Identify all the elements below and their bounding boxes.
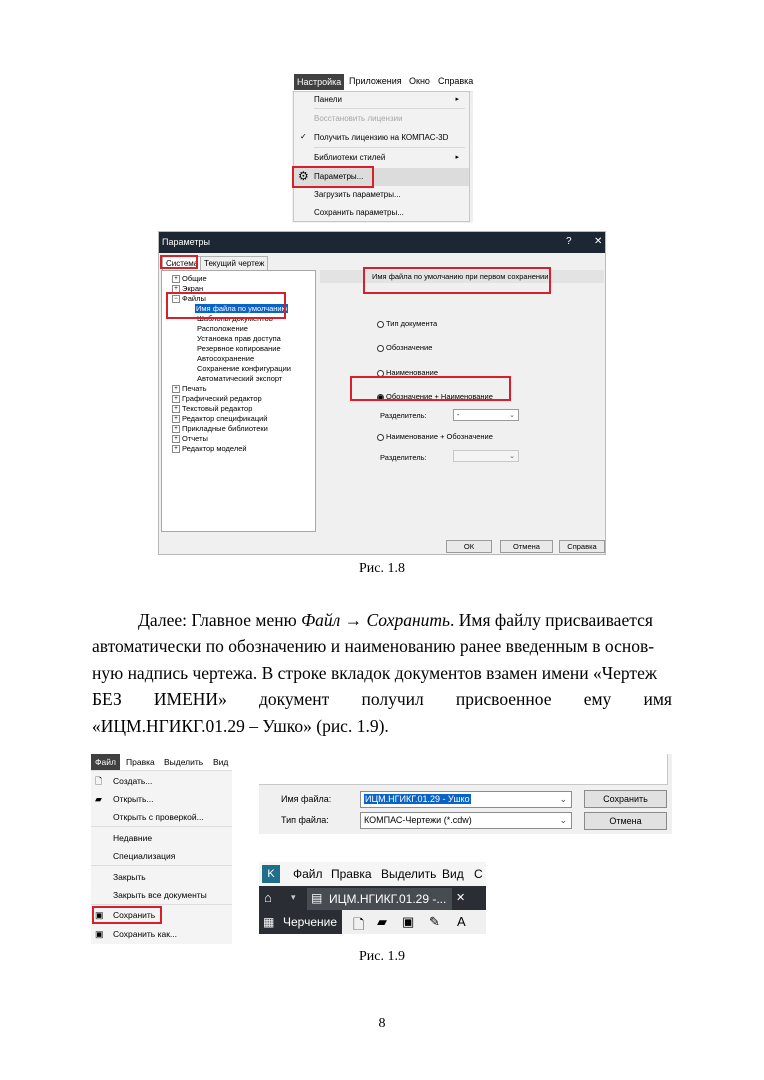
- tree-node-templates[interactable]: Шаблоны документов: [197, 314, 273, 323]
- tree-node-location[interactable]: Расположение: [197, 324, 248, 333]
- close-tab-icon[interactable]: ✕: [456, 892, 466, 904]
- tree-node-spec-editor[interactable]: + Редактор спецификаций: [172, 414, 268, 424]
- save-icon[interactable]: ▣: [402, 914, 415, 929]
- separator: [91, 826, 232, 827]
- tab-system[interactable]: Система: [162, 256, 202, 271]
- save-icon: ▣: [95, 910, 104, 920]
- menu-item-recent[interactable]: Недавние: [113, 833, 153, 843]
- menu-path: Файл → Сохранить: [301, 610, 451, 630]
- radio-doc-type[interactable]: Тип документа: [377, 319, 437, 329]
- expand-icon[interactable]: +: [172, 285, 180, 293]
- menu-edit[interactable]: Правка: [331, 867, 372, 881]
- chevron-down-icon: ⌄: [559, 794, 567, 804]
- checkmark-icon: ✓: [300, 132, 307, 141]
- highlight-frame: [350, 376, 511, 401]
- menu-select[interactable]: Выделить: [381, 867, 437, 881]
- tree-node-libraries[interactable]: + Прикладные библиотеки: [172, 424, 268, 434]
- radio-designation-name[interactable]: Обозначение + Наименование: [377, 392, 493, 402]
- kompas-window-fragment: [259, 862, 486, 934]
- highlight-frame: [92, 906, 162, 924]
- tree-node-text-editor[interactable]: + Текстовый редактор: [172, 404, 252, 414]
- open-folder-icon: ▰: [95, 794, 102, 804]
- help-icon[interactable]: ?: [566, 236, 572, 247]
- gear-icon: ⚙: [298, 169, 309, 183]
- menu-edit[interactable]: Правка: [126, 757, 155, 767]
- collapse-icon[interactable]: −: [172, 295, 180, 303]
- expand-icon[interactable]: +: [172, 415, 180, 423]
- tree-node-model-editor[interactable]: + Редактор моделей: [172, 444, 247, 454]
- expand-icon[interactable]: +: [172, 435, 180, 443]
- tree-node-graphic-editor[interactable]: + Графический редактор: [172, 394, 262, 404]
- menu-item-get-license[interactable]: Получить лицензию на КОМПАС-3D: [314, 133, 449, 142]
- separator: [314, 147, 465, 148]
- separator: [91, 865, 232, 866]
- radio-icon[interactable]: [377, 434, 384, 441]
- tab-current-drawing[interactable]: Текущий чертеж: [200, 256, 268, 271]
- tree-node-auto-export[interactable]: Автоматический экспорт: [197, 374, 283, 383]
- separator: [314, 108, 465, 109]
- menu-item-close[interactable]: Закрыть: [113, 872, 146, 882]
- menu-item-load-parameters[interactable]: Загрузить параметры...: [314, 190, 401, 199]
- menu-item-save-parameters[interactable]: Сохранить параметры...: [314, 208, 404, 217]
- tree-node-save-config[interactable]: Сохранение конфигурации: [197, 364, 291, 373]
- new-file-icon[interactable]: 🗋: [353, 916, 365, 932]
- drawing-icon: ▤: [311, 891, 323, 905]
- tree-node-screen[interactable]: + Экран: [172, 284, 203, 294]
- tree-node-autosave[interactable]: Автосохранение: [197, 354, 255, 363]
- expand-icon[interactable]: +: [172, 405, 180, 413]
- kompas-logo-icon: K: [262, 865, 280, 883]
- cancel-button[interactable]: Отмена: [584, 812, 667, 830]
- menu-item-save-as[interactable]: Сохранить как...: [113, 929, 178, 939]
- menu-view[interactable]: Вид: [442, 867, 464, 881]
- tree-node-files[interactable]: − Файлы: [172, 294, 206, 304]
- filetype-select[interactable]: КОМПАС-Чертежи (*.cdw) ⌄: [360, 812, 572, 829]
- chevron-down-icon: ⌄: [509, 412, 515, 419]
- dialog-titlebar: [159, 232, 605, 253]
- section-header: Имя файла по умолчанию при первом сохранении: [320, 270, 604, 283]
- menu-item-open[interactable]: Открыть...: [113, 794, 154, 804]
- menu-item-parameters[interactable]: Параметры...: [314, 172, 364, 181]
- menu-file[interactable]: Файл: [293, 867, 323, 881]
- chevron-down-icon: ⌄: [559, 815, 567, 825]
- menu-item-style-libraries[interactable]: Библиотеки стилей: [314, 153, 386, 162]
- menu-item-save[interactable]: Сохранить: [113, 910, 156, 920]
- menu-item-create[interactable]: Создать...: [113, 776, 153, 786]
- menu-select[interactable]: Выделить: [164, 757, 204, 767]
- save-dialog-fragment: [259, 754, 672, 834]
- paragraph-line: ную надпись чертежа. В строке вкладок документов взамен имени «Чертеж: [92, 663, 657, 683]
- menu-settings[interactable]: Настройка: [294, 74, 344, 90]
- expand-icon[interactable]: +: [172, 385, 180, 393]
- menu-window[interactable]: Окно: [409, 76, 430, 86]
- filename-label: Имя файла:: [281, 794, 332, 804]
- menu-help[interactable]: Справка: [438, 76, 474, 86]
- properties-icon[interactable]: ✎: [429, 914, 440, 929]
- menu-file[interactable]: Файл: [91, 754, 120, 770]
- file-list-area: [259, 754, 668, 785]
- save-as-icon: ▣: [95, 929, 104, 939]
- radio-icon[interactable]: [377, 321, 384, 328]
- figure-caption: Рис. 1.9: [359, 949, 405, 964]
- paragraph-line: «ИЦМ.НГИКГ.01.29 – Ушко» (рис. 1.9).: [92, 716, 389, 736]
- expand-icon[interactable]: +: [172, 395, 180, 403]
- filetype-label: Тип файла:: [281, 815, 329, 825]
- radio-designation[interactable]: Обозначение: [377, 343, 432, 353]
- drawing-mode-icon: ▦: [263, 915, 275, 929]
- open-folder-icon[interactable]: ▰: [377, 914, 387, 929]
- menu-item-restore-license[interactable]: Восстановить лицензии: [314, 114, 403, 123]
- expand-icon[interactable]: +: [172, 425, 180, 433]
- separator: [91, 904, 232, 905]
- save-button[interactable]: Сохранить: [584, 790, 667, 808]
- paragraph-line: автоматически по обозначению и наименованию ранее введенным в основ-: [92, 636, 655, 656]
- tree-node-backup[interactable]: Резервное копирование: [197, 344, 281, 353]
- help-button[interactable]: Справка: [559, 540, 605, 553]
- highlight-frame: [292, 166, 374, 188]
- dropdown-icon[interactable]: ▾: [291, 892, 296, 902]
- document-tab[interactable]: [307, 888, 452, 910]
- menubar: [292, 74, 473, 92]
- menu-applications[interactable]: Приложения: [349, 76, 402, 86]
- radio-name[interactable]: Наименование: [377, 368, 438, 378]
- tree-node-general[interactable]: + Общие: [172, 274, 207, 284]
- home-icon[interactable]: ⌂: [264, 890, 272, 905]
- menu-item-open-check[interactable]: Открыть с проверкой...: [113, 812, 204, 822]
- tree-node-access-rights[interactable]: Установка прав доступа: [197, 334, 281, 343]
- toolbar: [259, 910, 486, 934]
- dialog-title: Параметры: [162, 237, 210, 247]
- separator-label: Разделитель:: [380, 453, 427, 462]
- tree-node-print[interactable]: + Печать: [172, 384, 207, 394]
- settings-content: [320, 270, 605, 532]
- menu-item-specialization[interactable]: Специализация: [113, 851, 176, 861]
- figure-caption: Рис. 1.8: [359, 561, 405, 576]
- new-file-icon: 🗋: [95, 776, 103, 786]
- mode-label: Черчение: [283, 915, 338, 929]
- menu-more[interactable]: С: [474, 867, 483, 881]
- chevron-down-icon: ⌄: [509, 453, 515, 460]
- tree-node-default-filename[interactable]: Имя файла по умолчанию: [196, 304, 288, 313]
- document-tabs: [259, 886, 486, 910]
- settings-menu-screenshot: [292, 74, 473, 223]
- menubar: [91, 754, 232, 771]
- menu-view[interactable]: Вид: [213, 757, 229, 767]
- document-tab-title: ИЦМ.НГИКГ.01.29 -...: [329, 892, 447, 906]
- menubar: [259, 862, 486, 886]
- submenu-arrow-icon: ▸: [455, 96, 459, 103]
- ok-button[interactable]: ОК: [446, 540, 492, 553]
- filename-input[interactable]: ИЦМ.НГИКГ.01.29 - Ушко ⌄: [360, 791, 572, 808]
- highlight-frame: [363, 267, 551, 294]
- separator-select[interactable]: - ⌄: [453, 409, 519, 421]
- radio-icon[interactable]: [377, 345, 384, 352]
- cancel-button[interactable]: Отмена: [500, 540, 553, 553]
- highlight-frame: [166, 292, 286, 319]
- menu-item-panels[interactable]: Панели: [314, 95, 342, 104]
- expand-icon[interactable]: +: [172, 445, 180, 453]
- page-number: 8: [378, 1016, 386, 1031]
- tree-node-reports[interactable]: + Отчеты: [172, 434, 208, 444]
- close-icon[interactable]: ✕: [594, 236, 603, 247]
- paragraph-line: Далее: Главное меню Файл → Сохранить. Имя файлу присваивается: [138, 610, 653, 630]
- highlight-frame: [160, 255, 198, 269]
- tool-icon[interactable]: А: [457, 914, 466, 929]
- settings-dropdown: [293, 91, 470, 222]
- separator-label: Разделитель:: [380, 411, 427, 420]
- separator-select-disabled[interactable]: [453, 450, 519, 462]
- menu-item-close-all[interactable]: Закрыть все документы: [113, 890, 207, 900]
- paragraph-line: БЕЗ ИМЕНИ» документ получил присвоенное ему имя: [92, 689, 672, 709]
- mode-selector[interactable]: [259, 910, 342, 934]
- submenu-arrow-icon: ▸: [455, 154, 459, 161]
- expand-icon[interactable]: +: [172, 275, 180, 283]
- radio-name-designation[interactable]: Наименование + Обозначение: [377, 432, 493, 442]
